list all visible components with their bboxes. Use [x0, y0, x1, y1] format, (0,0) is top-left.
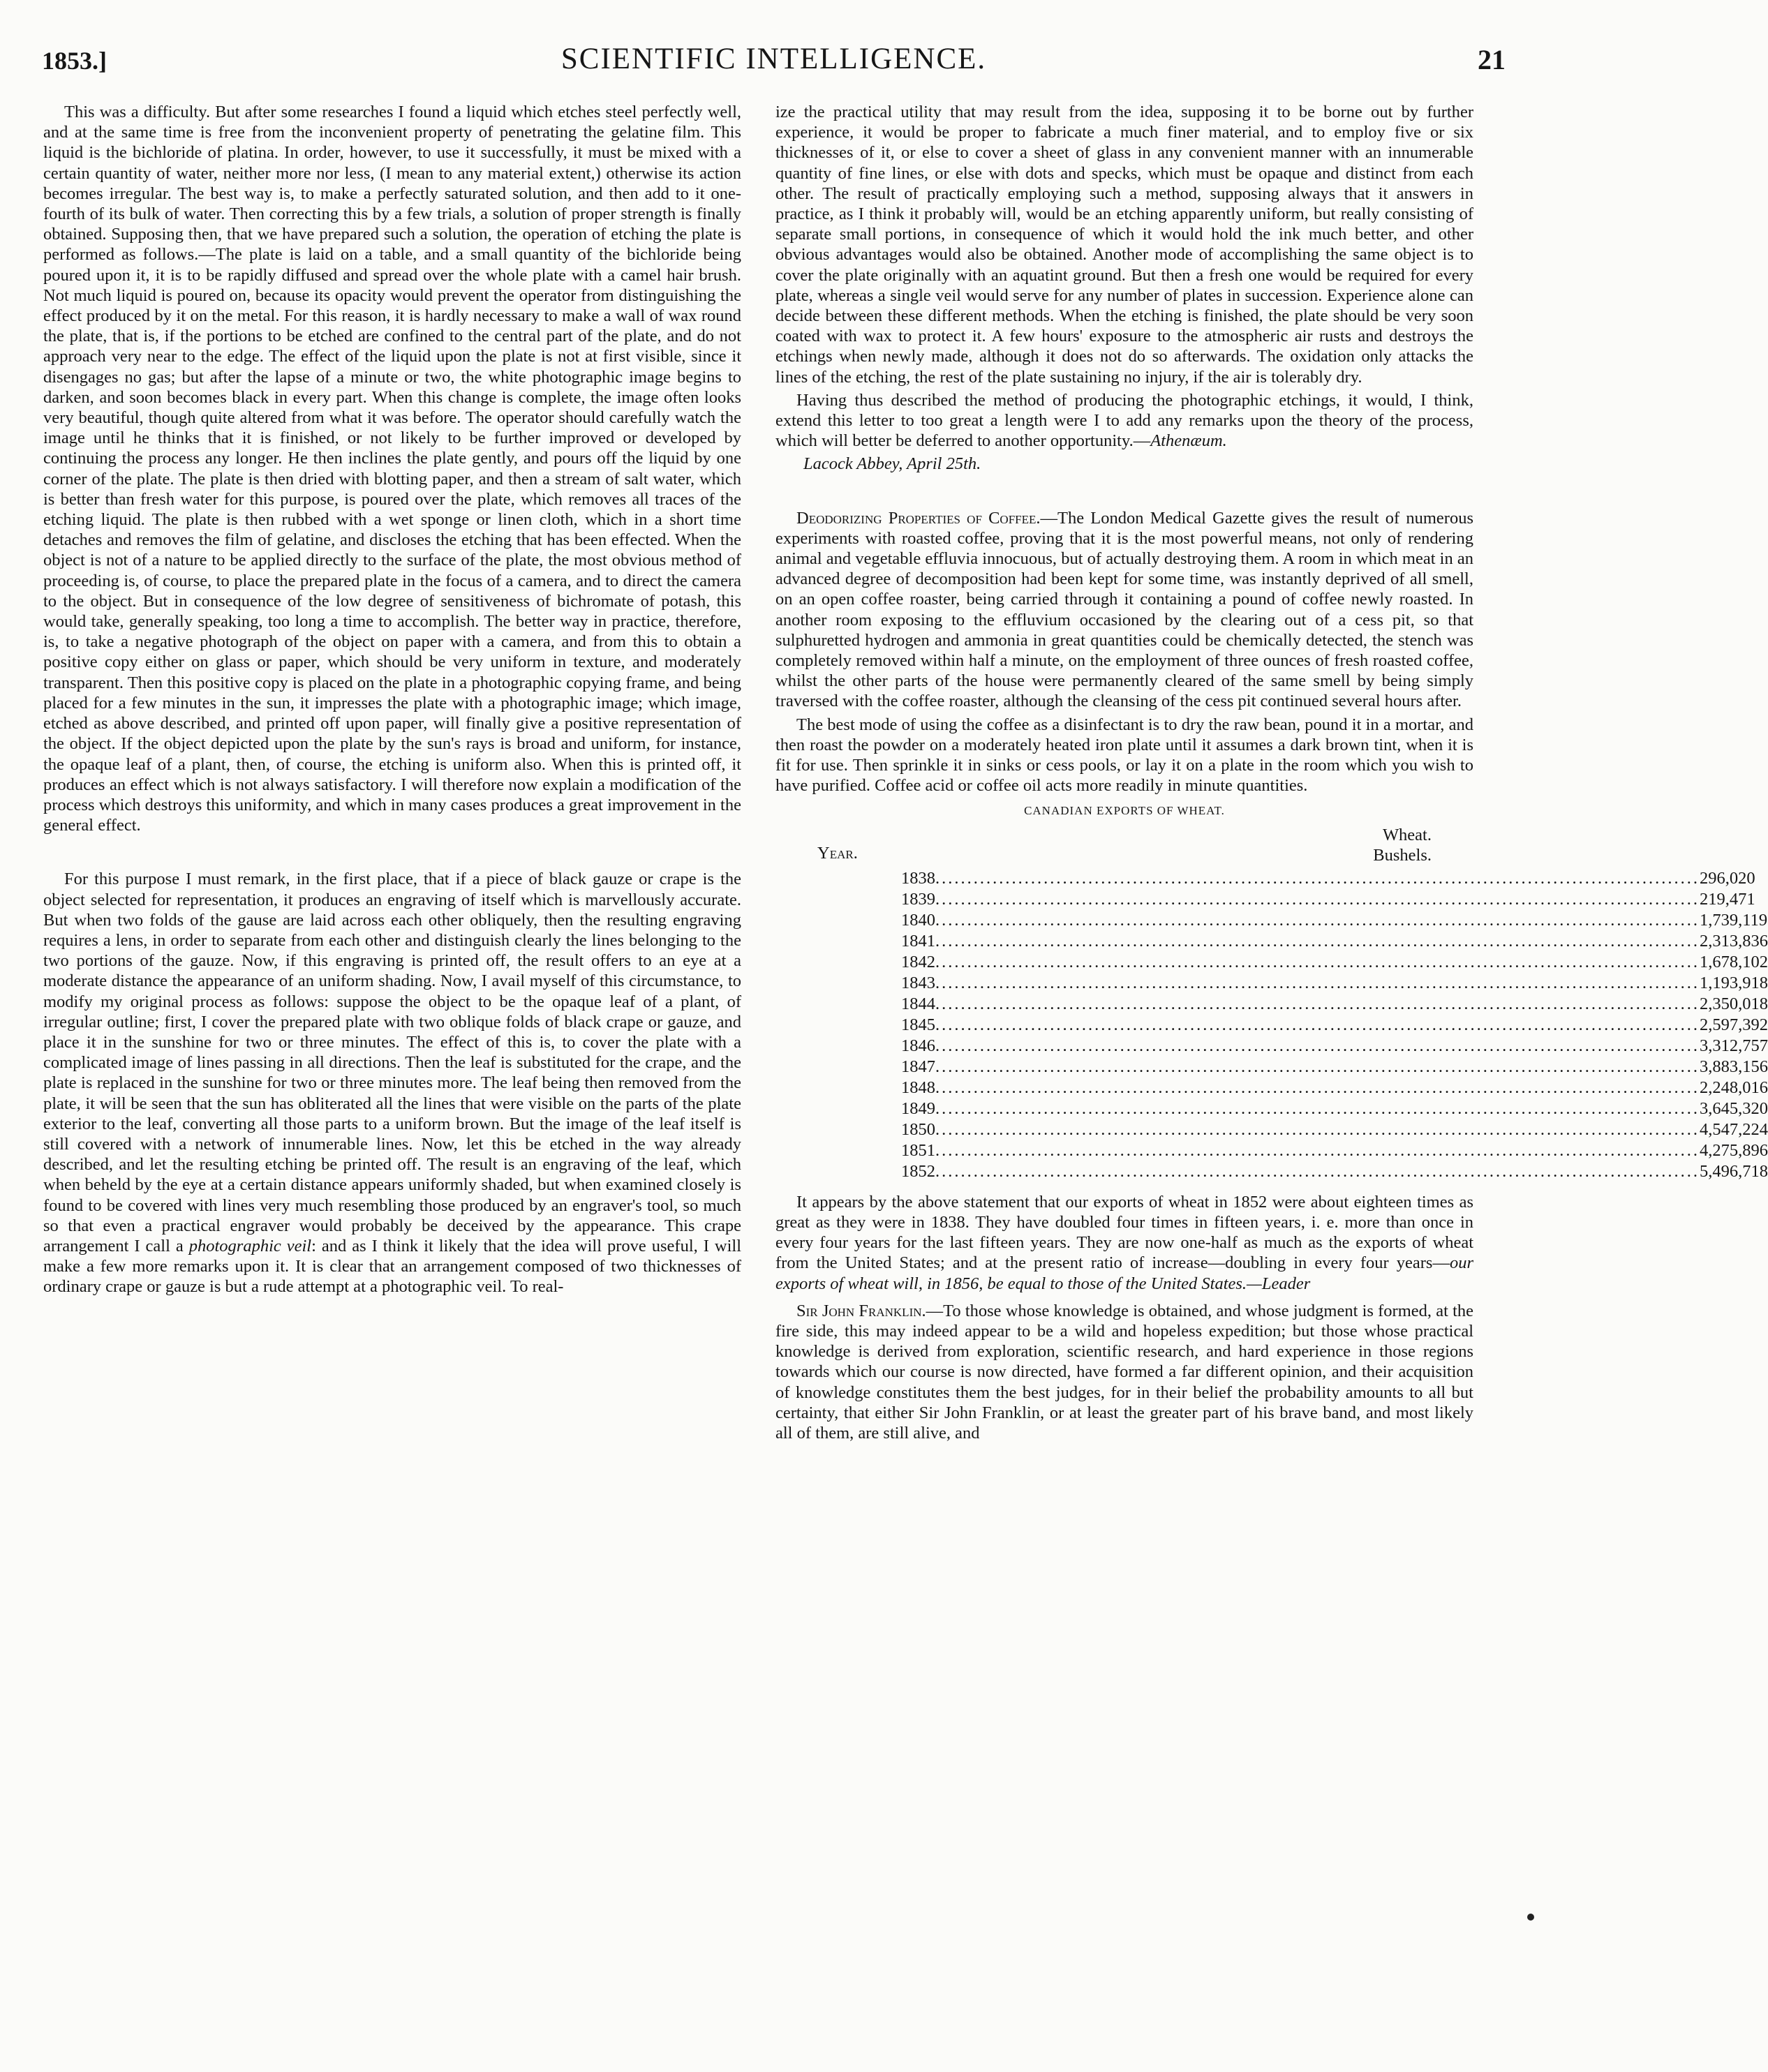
leader-dots: ........................................................................................................................ — [935, 952, 1700, 971]
leader-dots: ........................................................................................................................ — [935, 1161, 1700, 1181]
header-title: SCIENTIFIC INTELLIGENCE. — [560, 43, 987, 75]
row-bushels: 3,645,320 — [1700, 1098, 1768, 1118]
table-caption: CANADIAN EXPORTS OF WHEAT. — [1024, 803, 1225, 817]
row-year: 1849 — [901, 1098, 935, 1118]
wheat-commentary-conclusion: our exports of wheat will, in 1856, be equal to those of the United States.—Leader — [775, 1253, 1473, 1293]
source-athenaeum: Athenæum. — [1150, 431, 1227, 451]
row-year: 1845 — [901, 1015, 935, 1034]
row-year: 1846 — [901, 1036, 935, 1055]
row-year: 1844 — [901, 994, 935, 1013]
page-number: 21 — [1478, 44, 1506, 75]
photographic-veil-term: photographic veil — [188, 1236, 312, 1255]
leader-dots: ........................................................................................................................ — [935, 1036, 1700, 1055]
row-year: 1841 — [901, 931, 935, 951]
wheat-commentary-text: It appears by the above statement that our exports of wheat in 1852 were about eighteen times as great as they were in 1838. They have doubled four times in fifteen years, i. e. more than once in every four years for the last fifteen years. They are now one-half as much as the exports of wheat from the United States; and at the present ratio of increase—doubling in every four years— — [775, 1192, 1473, 1273]
row-bushels: 3,883,156 — [1700, 1057, 1768, 1076]
etching-paragraph-2-text: For this purpose I must remark, in the first place, that if a piece of black gauze or crape is the object selected for representation, it produces an engraving of itself which is marvellously accurate. But when two folds of the gause are laid across each other obliquely, then the resulting engraving requires a lens, in order to separate from each other and distinguish clearly the lines belonging to the two portions of the gauze. Now, if this engraving is printed off, the result offers to an eye at a moderate distance the appearance of an uniform shading. Now, I avail myself of this circumstance, to modify my original process as follows: suppose the object to be the opaque leaf of a plant, of irregular outline; first, I cover the prepared plate with two oblique folds of black crape or gauze, and place it in the sunshine for two or three minutes. The effect of this is, to cover the plate with a complicated image of lines passing in all directions. Then the leaf is substituted for the crape, and the plate is replaced in the sunshine for two or three minutes more. The leaf being then removed from the plate, it will be seen that the sun has obliterated all the lines that were visible on the parts of the plate exterior to the leaf, converting all those parts to a uniform brown. But the image of the leaf itself is still covered with a network of innumerable lines. Now, let this be etched in the way already described, and let the resulting etching be printed off. The result is an engraving of the leaf, which when beheld by the eye at a certain distance appears uniformly shaded, but when examined closely is found to be covered with lines very much resembling those produced by an engraver's tool, so much so that even a practical engraver would probably be deceived by the appearance. This crape arrangement I call a — [43, 870, 741, 1255]
etching-paragraph-2-end: : and as I think it likely that the idea will prove useful, I will make a few more remarks upon it. It is clear that an arrangement composed of two thicknesses of ordinary crape or gauze is but a rude attempt at a photographic veil. To real- — [43, 1236, 742, 1297]
franklin-heading: Sir John Franklin. — [796, 1301, 926, 1320]
row-year: 1843 — [901, 973, 935, 992]
etching-paragraph-1: This was a difficulty. But after some researches I found a liquid which etches steel perfectly well, and at the same time is free from the inconvenient property of penetrating the gelatine film. This liquid is the bichloride of platina. In order, however, to use it successfully, it must be mixed with a certain quantity of water, neither more nor less, (I mean to any material extent,) otherwise its action becomes irregular. The best way is, to make a perfectly saturated solution, and then add to it one-fourth of its bulk of water. Then correcting this by a few trials, a solution of proper strength is finally obtained. Supposing then, that we have prepared such a solution, the operation of etching the plate is performed as follows.—The plate is laid on a table, and a small quantity of the bichloride being poured upon it, it is to be rapidly diffused and spread over the whole plate with a camel hair brush. Not much liquid is poured on, because its opacity would prevent the operator from distinguishing the effect produced by it on the metal. For this reason, it is hardly necessary to make a wall of wax round the plate, that is, if the portions to be etched are confined to the central part of the plate, and do not approach very near to the edge. The effect of the liquid upon the plate is not at first visible, since it disengages no gas; but after the lapse of a minute or two, the white photographic image begins to darken, and soon becomes black in every part. When this change is complete, the image often looks very beautiful, though quite altered from what it was before. The operator should carefully watch the image until he thinks that it is finished, or not likely to be further improved or developed by continuing the process any longer. He then inclines the plate gently, and pours off the liquid by one corner of the plate. The plate is then dried with blotting paper, and then a stream of salt water, which is better than fresh water for this purpose, is poured over the plate, which removes all traces of the etching liquid. The plate is then rubbed with a wet sponge or linen cloth, which in a short time detaches and removes the film of gelatine, and discloses the etching that has been effected. When the object is not of a nature to be applied directly to the surface of the plate, the most obvious method of proceeding is, of course, to place the prepared plate in the focus of a camera, and to direct the camera to the object. But in consequence of the low degree of sensitiveness of bichromate of potash, this would take, generally speaking, too long a time to accomplish. The better way in practice, therefore, is, to take a negative photograph of the object on paper with a camera, and from this to obtain a positive copy either on glass or paper, which should be very uniform in texture, and moderately transparent. Then this positive copy is placed on the plate in a photographic copying frame, and being placed for a few minutes in the sun, it impresses the plate with a photographic image; which image, etched as above described, and printed off upon paper, will finally give a positive representation of the object. If the object depicted upon the plate by the sun's rays is broad and uniform, for instance, the opaque leaf of a plant, then, of course, the etching is uniform also. When this is printed off, it produces an effect which is not always satisfactory. I will therefore now explain a modification of the process which destroys this uniformity, and which in many cases produces a great improvement in the general effect. — [43, 103, 741, 835]
table-row — [817, 1015, 1768, 1036]
row-year: 1848 — [901, 1078, 935, 1097]
leader-dots: ........................................................................................................................ — [935, 1078, 1700, 1097]
etching-continuation: ize the practical utility that may result from the idea, supposing it to be borne out by further experience, it would be proper to fabricate a much finer material, and to employ five or six thicknesses of it, or else to cover a sheet of glass in any convenient manner with an innumerable quantity of fine lines, or else with dots and specks, which must be opaque and distinct from each other. The result of practically employing such a method, supposing always that it answers in practice, as I think it probably will, would be an etching apparently uniform, but really consisting of separate small portions, in consequence of which it would hold the ink much better, and other obvious advantages would also be obtained. Another mode of accomplishing the same object is to cover the plate originally with an aquatint ground. But then a fresh one would be required for every plate, whereas a single veil would serve for any number of plates in succession. Experience alone can decide between these different methods. When the etching is finished, the plate should be very soon coated with wax to protect it. A few hours' exposure to the atmospheric air rusts and destroys the etchings when newly made, although it does not do so afterwards. The oxidation only attacks the lines of the etching, the rest of the plate sustaining no injury, if the air is tolerably dry. — [775, 103, 1473, 387]
leader-dots: ........................................................................................................................ — [935, 1057, 1700, 1076]
franklin-paragraph-text: —To those whose knowledge is obtained, and whose judgment is formed, at the fire side, this may indeed appear to be a wild and hopeless expedition; but those whose practical knowledge is derived from exploration, scientific research, and hard experience in those regions towards which our course is now directed, have formed a far different opinion, and their acquisition of knowledge constitutes them the best judges, for in their belief the probability amounts to all but certainty, that either Sir John Franklin, or at least the greater part of his brave band, and most likely all of them, are still alive, and — [775, 1301, 1474, 1443]
right-column — [775, 102, 1768, 1446]
row-year: 1850 — [901, 1119, 935, 1139]
row-year: 1852 — [901, 1161, 935, 1181]
leader-dots: ........................................................................................................................ — [935, 1119, 1700, 1139]
closing-paragraph — [775, 390, 1473, 452]
etching-paragraph-2 — [43, 869, 741, 1297]
table-header — [817, 825, 1432, 868]
margin-ink-dot — [1527, 1914, 1534, 1921]
table-row — [817, 1057, 1768, 1078]
leader-dots: ........................................................................................................................ — [935, 1015, 1700, 1034]
coffee-paragraph-2: The best mode of using the coffee as a disinfectant is to dry the raw bean, pound it in a mortar, and then roast the powder on a moderately heated iron plate until it assumes a dark brown tint, when it is fit for use. Then sprinkle it in sinks or cess pools, or lay it on a plate in the room which you wish to have purified. Coffee acid or coffee oil acts more readily in minute quantities. — [775, 715, 1473, 796]
coffee-heading: Deodorizing Properties of Coffee. — [796, 508, 1041, 528]
column-header-wheat-line1: Wheat. — [1382, 825, 1432, 844]
row-bushels: 2,350,018 — [1700, 994, 1768, 1013]
row-bushels: 296,020 — [1700, 868, 1755, 888]
table-row — [817, 931, 1768, 952]
column-header-year: Year. — [817, 843, 858, 863]
row-bushels: 1,739,119 — [1700, 910, 1768, 930]
left-column — [43, 102, 741, 1300]
table-row — [817, 1161, 1768, 1182]
table-row — [817, 1140, 1768, 1161]
table-row — [817, 868, 1755, 889]
table-row — [817, 1098, 1768, 1119]
leader-dots: ........................................................................................................................ — [935, 910, 1700, 930]
column-header-wheat-line2: Bushels. — [1373, 845, 1432, 865]
row-bushels: 1,678,102 — [1700, 952, 1768, 971]
leader-dots: ........................................................................................................................ — [935, 889, 1700, 909]
row-bushels: 4,547,224 — [1700, 1119, 1768, 1139]
signature-line: Lacock Abbey, April 25th. — [803, 454, 981, 474]
table-row — [817, 1119, 1768, 1140]
row-bushels: 2,248,016 — [1700, 1078, 1768, 1097]
row-year: 1847 — [901, 1057, 935, 1076]
row-year: 1838 — [901, 868, 935, 888]
leader-dots: ........................................................................................................................ — [935, 1140, 1700, 1160]
table-row — [817, 1078, 1768, 1098]
header-year: 1853.] — [42, 47, 107, 75]
leader-dots: ........................................................................................................................ — [935, 994, 1700, 1013]
wheat-exports-table — [817, 825, 1768, 1182]
row-bushels: 2,313,836 — [1700, 931, 1768, 951]
leader-dots: ........................................................................................................................ — [935, 931, 1700, 951]
row-bushels: 1,193,918 — [1700, 973, 1768, 992]
coffee-paragraph-1 — [775, 508, 1473, 712]
wheat-commentary — [775, 1192, 1473, 1294]
table-row — [817, 1036, 1768, 1057]
franklin-paragraph — [775, 1301, 1473, 1443]
row-bushels: 3,312,757 — [1700, 1036, 1768, 1055]
row-bushels: 219,471 — [1700, 889, 1755, 909]
table-row — [817, 952, 1768, 973]
closing-paragraph-text: Having thus described the method of producing the photographic etchings, it would, I think, extend this letter to too great a length were I to add any remarks upon the theory of the process, which will better be deferred to another opportunity.— — [775, 390, 1473, 451]
coffee-paragraph-1-text: —The London Medical Gazette gives the result of numerous experiments with roasted coffee, proving that it is the most powerful means, not only of rendering animal and vegetable effluvia innocuous, but of actually destroying them. A room in which meat in an advanced degree of decomposition had been kept for some time, was instantly deprived of all smell, on an open coffee roaster, being carried through it containing a pound of coffee newly roasted. In another room exposing to the effluvium occasioned by the clearing out of a cess pit, so that sulphuretted hydrogen and ammonia in great quantities could be chemically detected, the stench was completely removed within half a minute, on the employment of three ounces of fresh roasted coffee, whilst the other parts of the house were permanently cleared of the same smell by being simply traversed with the coffee roaster, although the cleansing of the cess pit continued several hours after. — [775, 508, 1473, 711]
leader-dots: ........................................................................................................................ — [935, 1098, 1700, 1118]
table-row — [817, 910, 1768, 931]
row-year: 1840 — [901, 910, 935, 930]
row-year: 1839 — [901, 889, 935, 909]
table-row — [817, 994, 1768, 1015]
row-year: 1851 — [901, 1140, 935, 1160]
row-bushels: 5,496,718 — [1700, 1161, 1768, 1181]
row-bushels: 2,597,392 — [1700, 1015, 1768, 1034]
table-row — [817, 889, 1755, 910]
leader-dots: ........................................................................................................................ — [935, 868, 1700, 888]
row-bushels: 4,275,896 — [1700, 1140, 1768, 1160]
running-header — [42, 42, 1506, 85]
row-year: 1842 — [901, 952, 935, 971]
table-body — [817, 868, 1768, 1182]
leader-dots: ........................................................................................................................ — [935, 973, 1700, 992]
table-row — [817, 973, 1768, 994]
column-header-wheat — [1373, 825, 1432, 865]
